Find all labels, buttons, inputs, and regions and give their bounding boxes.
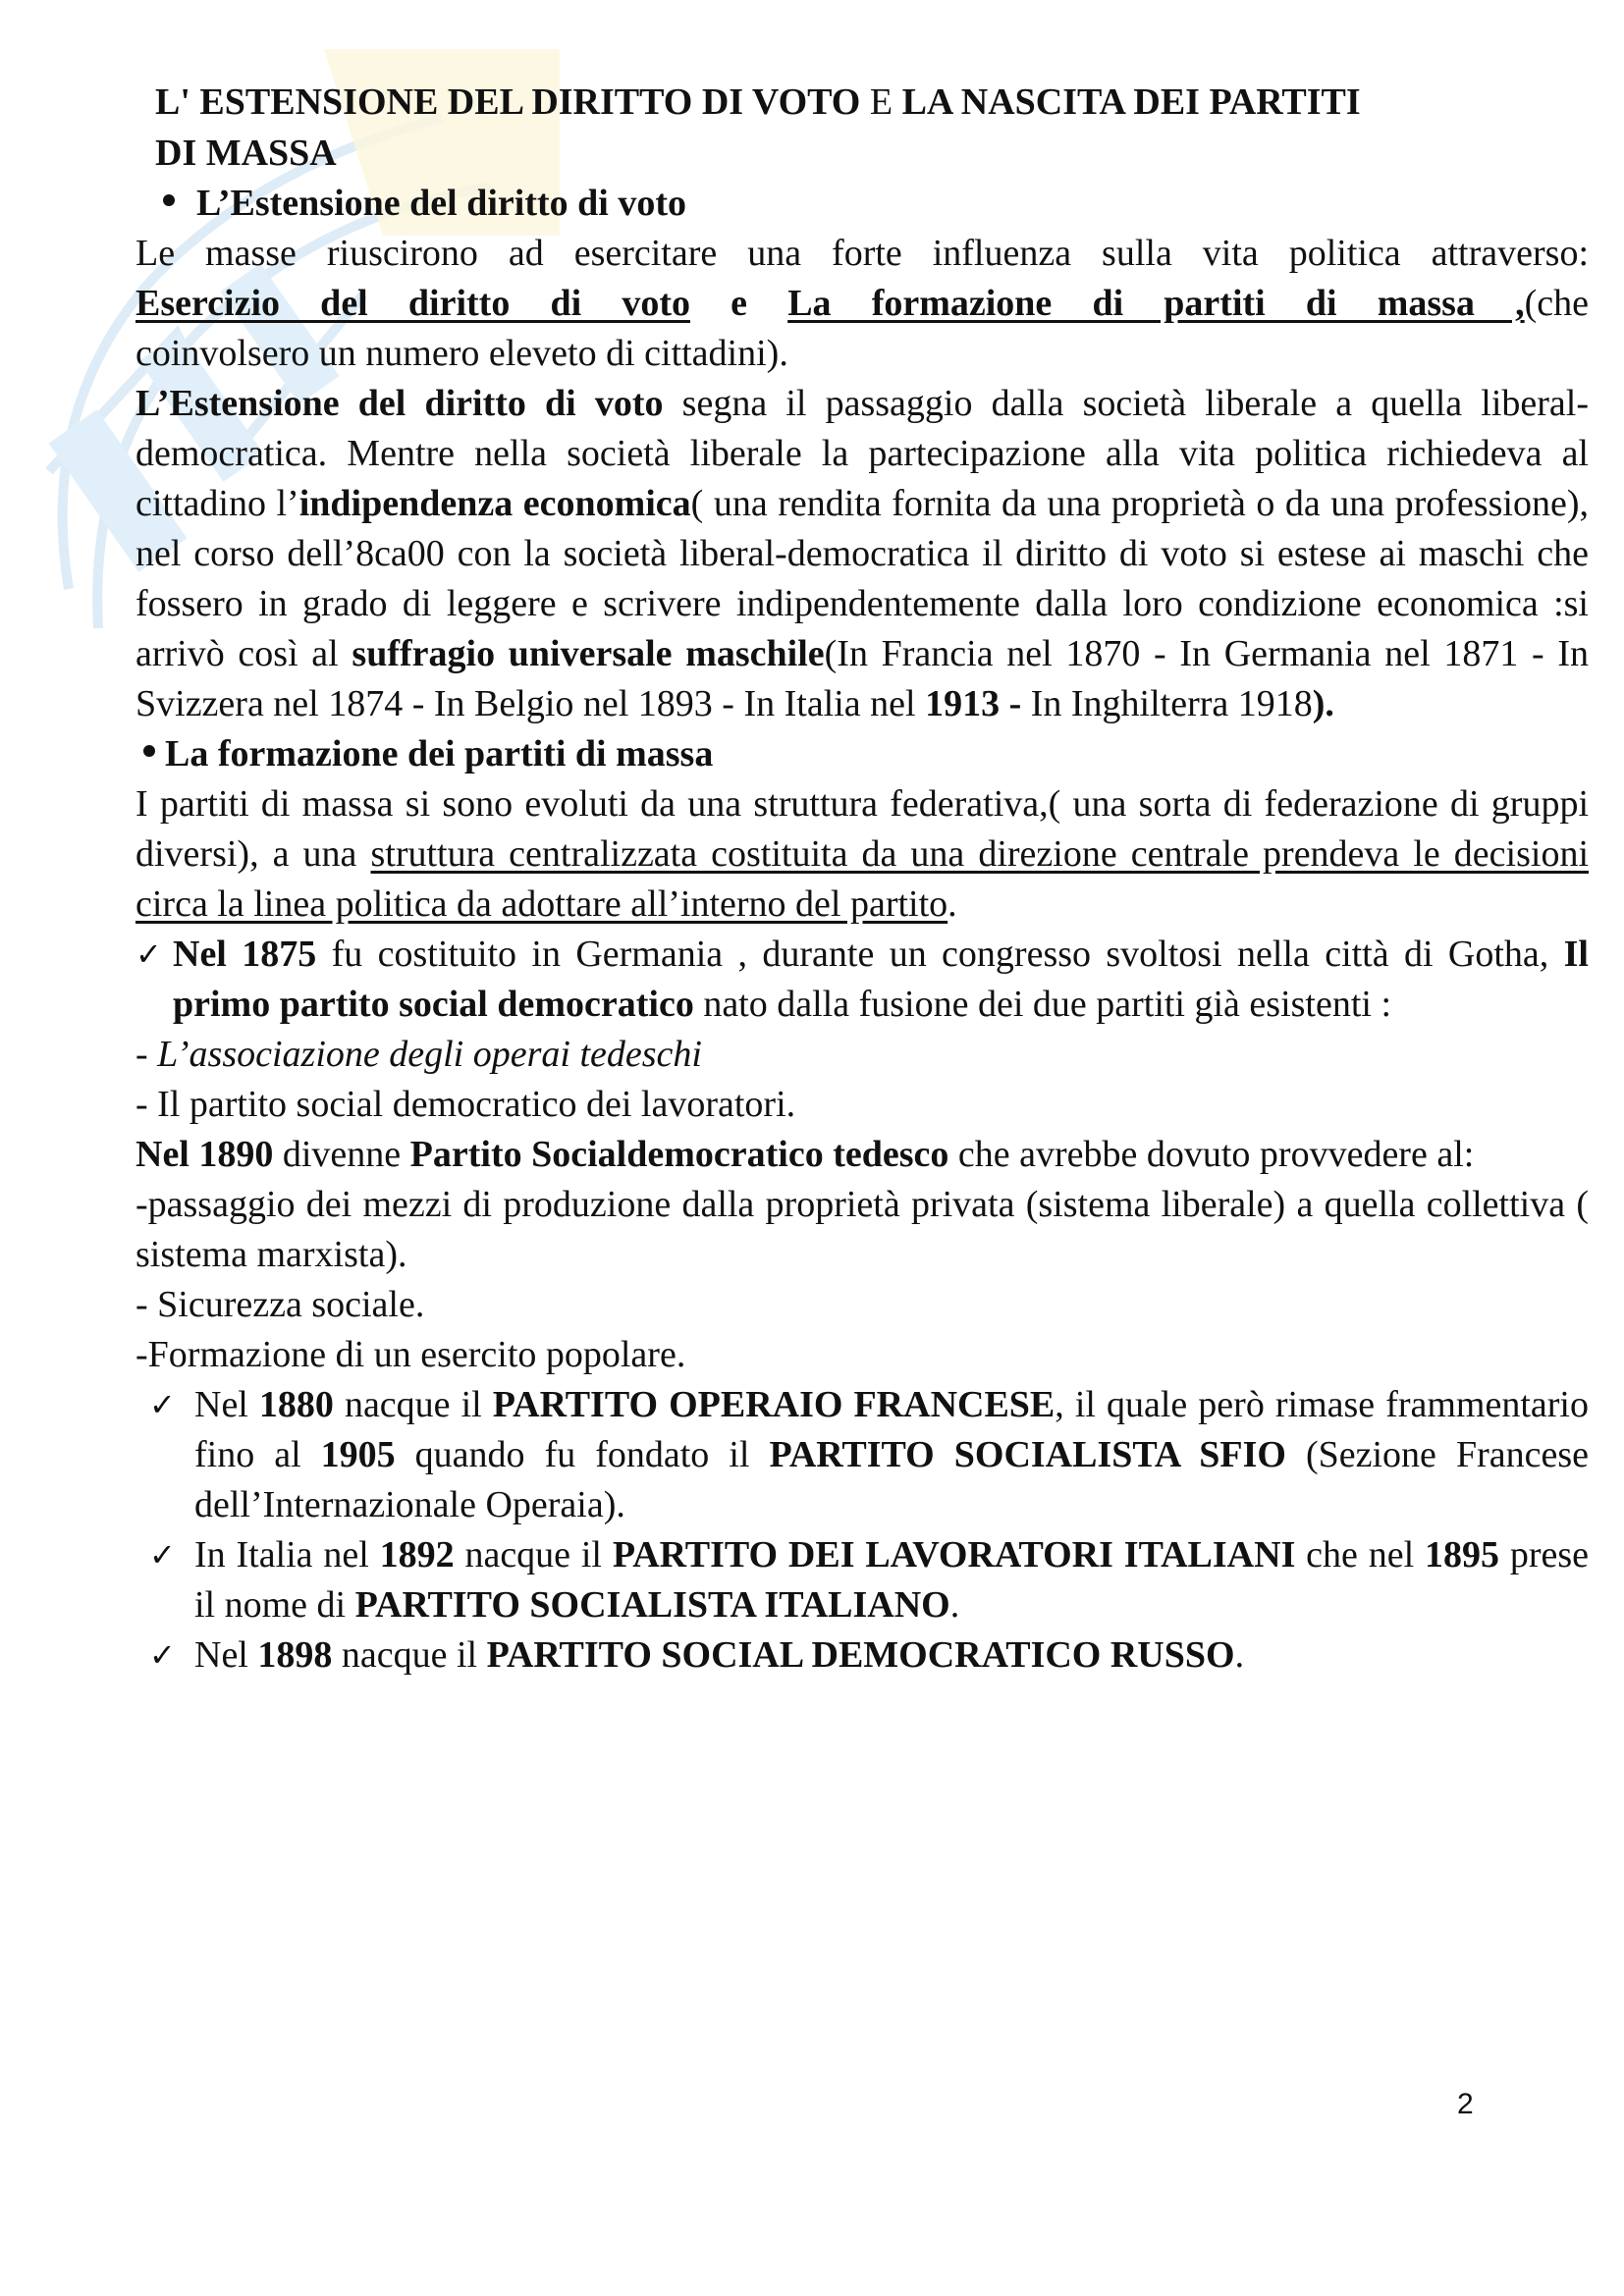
- page-number: 2: [1457, 2088, 1474, 2120]
- list-item: - Sicurezza sociale.: [135, 1284, 425, 1325]
- checkmark-icon: ✓: [135, 935, 162, 973]
- paragraph-partiti: I partiti di massa si sono evoluti da una struttura federativa,( una sorta di federazione di gruppi diversi), a una struttura centralizzata costituita da una direzione centrale prendeva le decisioni circa la linea politica da adottare all’interno del partito.: [135, 783, 1589, 925]
- checklist-item-1892: ✓ In Italia nel 1892 nacque il PARTITO DEI LAVORATORI ITALIANI che nel 1895 prese il nome di PARTITO SOCIALISTA ITALIANO.: [149, 1530, 1589, 1630]
- paragraph-estensione: L’Estensione del diritto di voto segna il passaggio dalla società liberale a quella liberal-democratica. Mentre nella società liberale la partecipazione alla vita politica richiedeva al cittadino l’indipendenza economica( una rendita fornita da una proprietà o da una professione), nel corso dell’8ca00 con la società liberal-democratica il diritto di voto si estese ai maschi che fossero in grado di leggere e scrivere indipendentemente dalla loro condizione economica :si arrivò così al suffragio universale maschile(In Francia nel 1870 - In Germania nel 1871 - In Svizzera nel 1874 - In Belgio nel 1893 - In Italia nel 1913 - In Inghilterra 1918).: [135, 383, 1589, 724]
- checkmark-icon: ✓: [149, 1536, 176, 1574]
- checklist-item-1875: ✓ Nel 1875 fu costituito in Germania , durante un congresso svoltosi nella città di Gotha, Il primo partito social democratico nato dalla fusione dei due partiti già esistenti :: [135, 930, 1589, 1030]
- bullet-icon: [163, 194, 175, 206]
- bullet-icon: [143, 745, 155, 757]
- paragraph-intro-line: coinvolsero un numero eleveto di cittadini).: [135, 333, 788, 374]
- list-item: - Il partito social democratico dei lavoratori.: [135, 1084, 796, 1125]
- paragraph-intro-line: Esercizio del diritto di voto e La formazione di partiti di massa ,(che: [135, 283, 1590, 324]
- checkmark-icon: ✓: [149, 1386, 176, 1423]
- list-item: - L’associazione degli operai tedeschi: [135, 1034, 702, 1075]
- document-body: [135, 77, 1589, 1681]
- list-item: -passaggio dei mezzi di produzione dalla proprietà privata (sistema liberale) a quella collettiva ( sistema marxista).: [135, 1184, 1589, 1275]
- section-heading-partiti: La formazione dei partiti di massa: [143, 729, 1589, 779]
- section-heading-voto: L’Estensione del diritto di voto: [163, 179, 1589, 229]
- paragraph-1890: Nel 1890 divenne Partito Socialdemocratico tedesco che avrebbe dovuto provvedere al:: [135, 1134, 1475, 1175]
- checklist-item-1898: ✓ Nel 1898 nacque il PARTITO SOCIAL DEMOCRATICO RUSSO.: [149, 1630, 1589, 1681]
- document-title: L' ESTENSIONE DEL DIRITTO DI VOTO E LA NASCITA DEI PARTITI DI MASSA: [155, 81, 1361, 174]
- checklist-item-1880: ✓ Nel 1880 nacque il PARTITO OPERAIO FRANCESE, il quale però rimase frammentario fino al 1905 quando fu fondato il PARTITO SOCIALISTA SFIO (Sezione Francese dell’Internazionale Operaia).: [149, 1380, 1589, 1530]
- checkmark-icon: ✓: [149, 1636, 176, 1674]
- list-item: -Formazione di un esercito popolare.: [135, 1334, 686, 1375]
- paragraph-intro-line: Le masse riuscirono ad esercitare una forte influenza sulla vita politica attraverso:: [135, 233, 1589, 274]
